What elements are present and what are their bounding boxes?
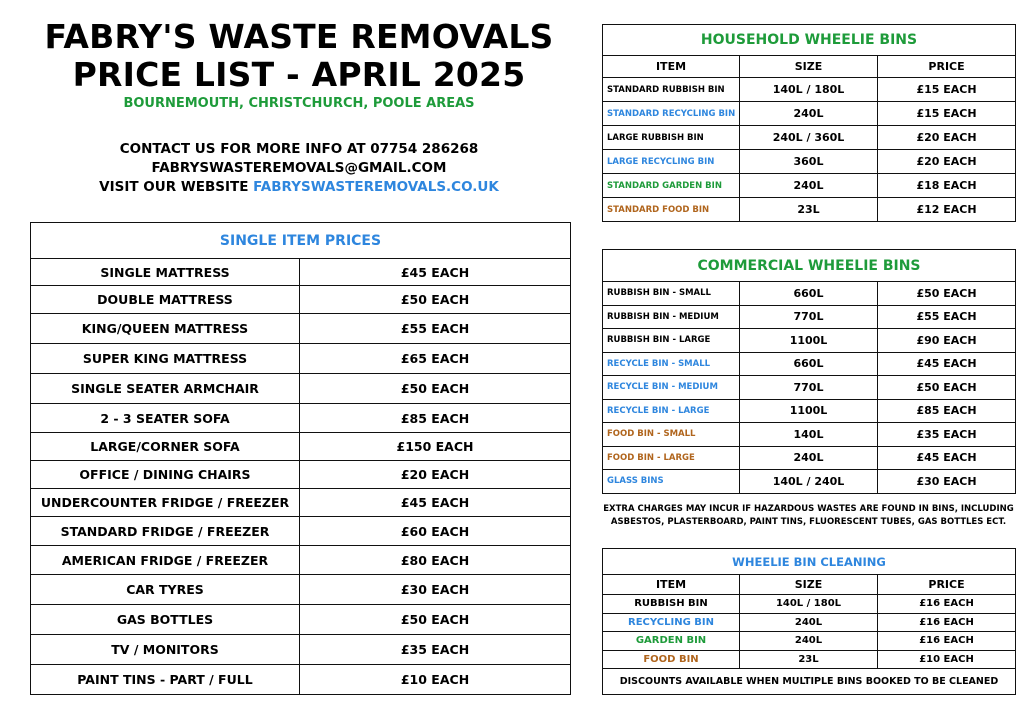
table-row: [31, 344, 571, 374]
item-name: TV / MONITORS: [31, 635, 300, 665]
bin-cleaning-table: [602, 548, 1016, 695]
commercial-title: COMMERCIAL WHEELIE BINS: [603, 250, 1016, 282]
item-price: £30 EACH: [300, 575, 571, 605]
cleaning-discount-note: DISCOUNTS AVAILABLE WHEN MULTIPLE BINS BOOKED TO BE CLEANED: [603, 669, 1016, 695]
table-row: [603, 150, 1016, 174]
bin-size: 1100L: [740, 329, 878, 353]
table-row: [603, 305, 1016, 329]
col-price-header: PRICE: [878, 56, 1016, 78]
cleaning-note-row: [603, 669, 1016, 695]
table-row: [603, 198, 1016, 222]
cleaning-column-headers: [603, 575, 1016, 595]
household-column-headers: [603, 56, 1016, 78]
item-name: SUPER KING MATTRESS: [31, 344, 300, 374]
cleaning-price: £10 EACH: [878, 650, 1016, 669]
table-row: [31, 575, 571, 605]
bin-item: RUBBISH BIN - MEDIUM: [603, 305, 740, 329]
col-price-header: PRICE: [878, 575, 1016, 595]
table-row: [31, 546, 571, 575]
contact-email: FABRYSWASTEREMOVALS@GMAIL.COM: [151, 160, 447, 176]
item-price: £45 EACH: [300, 489, 571, 517]
table-row: [31, 314, 571, 344]
item-price: £55 EACH: [300, 314, 571, 344]
item-name: OFFICE / DINING CHAIRS: [31, 461, 300, 489]
bin-item: RECYCLE BIN - MEDIUM: [603, 376, 740, 400]
bin-price: £35 EACH: [878, 423, 1016, 447]
bin-item: STANDARD GARDEN BIN: [603, 174, 740, 198]
bin-price: £20 EACH: [878, 150, 1016, 174]
extra-charges-line2: ASBESTOS, PLASTERBOARD, PAINT TINS, FLUORESCENT TUBES, GAS BOTTLES ECT.: [610, 516, 1007, 527]
cleaning-item: FOOD BIN: [603, 650, 740, 669]
table-row: [603, 174, 1016, 198]
table-row: [603, 376, 1016, 400]
page-subtitle: PRICE LIST - APRIL 2025: [72, 55, 526, 94]
bin-item: FOOD BIN - LARGE: [603, 446, 740, 470]
bin-item: STANDARD RECYCLING BIN: [603, 102, 740, 126]
bin-size: 240L: [740, 102, 878, 126]
bin-size: 140L: [740, 423, 878, 447]
bin-price: £15 EACH: [878, 102, 1016, 126]
commercial-bins-table: [602, 249, 1016, 494]
cleaning-size: 23L: [740, 650, 878, 669]
table-row: [31, 489, 571, 517]
cleaning-size: 240L: [740, 632, 878, 651]
table-row: [603, 126, 1016, 150]
bin-price: £55 EACH: [878, 305, 1016, 329]
cleaning-item: RECYCLING BIN: [603, 613, 740, 632]
item-price: £50 EACH: [300, 605, 571, 635]
table-row: [31, 665, 571, 695]
bin-item: GLASS BINS: [603, 470, 740, 494]
bin-size: 240L: [740, 174, 878, 198]
extra-charges-line1: EXTRA CHARGES MAY INCUR IF HAZARDOUS WASTES ARE FOUND IN BINS, INCLUDING: [603, 504, 1014, 514]
item-name: UNDERCOUNTER FRIDGE / FREEZER: [31, 489, 300, 517]
bin-size: 140L / 240L: [740, 470, 878, 494]
cleaning-body: [603, 575, 1016, 695]
item-price: £50 EACH: [300, 286, 571, 314]
table-row: [31, 259, 571, 286]
item-name: 2 - 3 SEATER SOFA: [31, 404, 300, 433]
col-size-header: SIZE: [740, 575, 878, 595]
cleaning-price: £16 EACH: [878, 613, 1016, 632]
bin-price: £85 EACH: [878, 399, 1016, 423]
bin-size: 240L / 360L: [740, 126, 878, 150]
bin-price: £12 EACH: [878, 198, 1016, 222]
item-name: DOUBLE MATTRESS: [31, 286, 300, 314]
table-row: [603, 632, 1016, 651]
bin-item: RUBBISH BIN - LARGE: [603, 329, 740, 353]
bin-size: 360L: [740, 150, 878, 174]
bin-item: RUBBISH BIN - SMALL: [603, 282, 740, 306]
commercial-body: [603, 282, 1016, 494]
item-price: £50 EACH: [300, 374, 571, 404]
table-row: [603, 650, 1016, 669]
cleaning-item: RUBBISH BIN: [603, 595, 740, 614]
table-row: [603, 423, 1016, 447]
cleaning-size: 140L / 180L: [740, 595, 878, 614]
bin-item: LARGE RECYCLING BIN: [603, 150, 740, 174]
item-name: GAS BOTTLES: [31, 605, 300, 635]
item-price: £150 EACH: [300, 433, 571, 461]
item-name: STANDARD FRIDGE / FREEZER: [31, 517, 300, 546]
table-row: [603, 102, 1016, 126]
bin-item: LARGE RUBBISH BIN: [603, 126, 740, 150]
table-row: [31, 605, 571, 635]
household-bins-table: [602, 24, 1016, 222]
bin-size: 770L: [740, 305, 878, 329]
item-name: AMERICAN FRIDGE / FREEZER: [31, 546, 300, 575]
page-title: FABRY'S WASTE REMOVALS: [44, 17, 554, 56]
bin-size: 23L: [740, 198, 878, 222]
single-item-prices-table: [30, 222, 571, 695]
table-row: [31, 635, 571, 665]
bin-price: £18 EACH: [878, 174, 1016, 198]
bin-size: 660L: [740, 282, 878, 306]
bin-size: 770L: [740, 376, 878, 400]
col-item-header: ITEM: [603, 575, 740, 595]
bin-item: RECYCLE BIN - LARGE: [603, 399, 740, 423]
table-row: [31, 433, 571, 461]
bin-item: STANDARD FOOD BIN: [603, 198, 740, 222]
bin-price: £15 EACH: [878, 78, 1016, 102]
item-name: PAINT TINS - PART / FULL: [31, 665, 300, 695]
household-body: [603, 56, 1016, 222]
bin-price: £45 EACH: [878, 446, 1016, 470]
col-size-header: SIZE: [740, 56, 878, 78]
table-row: [603, 399, 1016, 423]
item-price: £85 EACH: [300, 404, 571, 433]
table-row: [603, 595, 1016, 614]
contact-phone: CONTACT US FOR MORE INFO AT 07754 286268: [119, 141, 479, 157]
item-price: £35 EACH: [300, 635, 571, 665]
bin-item: FOOD BIN - SMALL: [603, 423, 740, 447]
table-row: [31, 517, 571, 546]
bin-price: £50 EACH: [878, 282, 1016, 306]
cleaning-price: £16 EACH: [878, 595, 1016, 614]
item-price: £60 EACH: [300, 517, 571, 546]
household-title: HOUSEHOLD WHEELIE BINS: [603, 25, 1016, 56]
table-row: [603, 78, 1016, 102]
item-price: £80 EACH: [300, 546, 571, 575]
bin-price: £50 EACH: [878, 376, 1016, 400]
service-areas: BOURNEMOUTH, CHRISTCHURCH, POOLE AREAS: [123, 96, 475, 111]
item-name: KING/QUEEN MATTRESS: [31, 314, 300, 344]
item-price: £10 EACH: [300, 665, 571, 695]
table-row: [31, 461, 571, 489]
bin-item: RECYCLE BIN - SMALL: [603, 352, 740, 376]
bin-size: 140L / 180L: [740, 78, 878, 102]
website-link[interactable]: FABRYSWASTEREMOVALS.CO.UK: [253, 179, 499, 195]
table-row: [31, 404, 571, 433]
item-price: £65 EACH: [300, 344, 571, 374]
single-items-body: [31, 259, 571, 695]
table-row: [603, 282, 1016, 306]
table-row: [603, 470, 1016, 494]
bin-size: 1100L: [740, 399, 878, 423]
extra-charges-note: [602, 503, 1015, 528]
contact-website: [30, 178, 568, 197]
bin-price: £45 EACH: [878, 352, 1016, 376]
bin-price: £90 EACH: [878, 329, 1016, 353]
table-row: [603, 613, 1016, 632]
item-name: LARGE/CORNER SOFA: [31, 433, 300, 461]
table-row: [603, 446, 1016, 470]
bin-size: 660L: [740, 352, 878, 376]
bin-item: STANDARD RUBBISH BIN: [603, 78, 740, 102]
cleaning-price: £16 EACH: [878, 632, 1016, 651]
cleaning-title: WHEELIE BIN CLEANING: [603, 549, 1016, 575]
bin-price: £30 EACH: [878, 470, 1016, 494]
table-row: [603, 329, 1016, 353]
single-items-title: SINGLE ITEM PRICES: [31, 223, 571, 259]
item-name: SINGLE SEATER ARMCHAIR: [31, 374, 300, 404]
cleaning-item: GARDEN BIN: [603, 632, 740, 651]
col-item-header: ITEM: [603, 56, 740, 78]
bin-price: £20 EACH: [878, 126, 1016, 150]
table-row: [31, 286, 571, 314]
cleaning-size: 240L: [740, 613, 878, 632]
item-price: £45 EACH: [300, 259, 571, 286]
table-row: [31, 374, 571, 404]
table-row: [603, 352, 1016, 376]
item-name: SINGLE MATTRESS: [31, 259, 300, 286]
website-prefix: VISIT OUR WEBSITE: [99, 179, 254, 195]
bin-size: 240L: [740, 446, 878, 470]
item-name: CAR TYRES: [31, 575, 300, 605]
item-price: £20 EACH: [300, 461, 571, 489]
